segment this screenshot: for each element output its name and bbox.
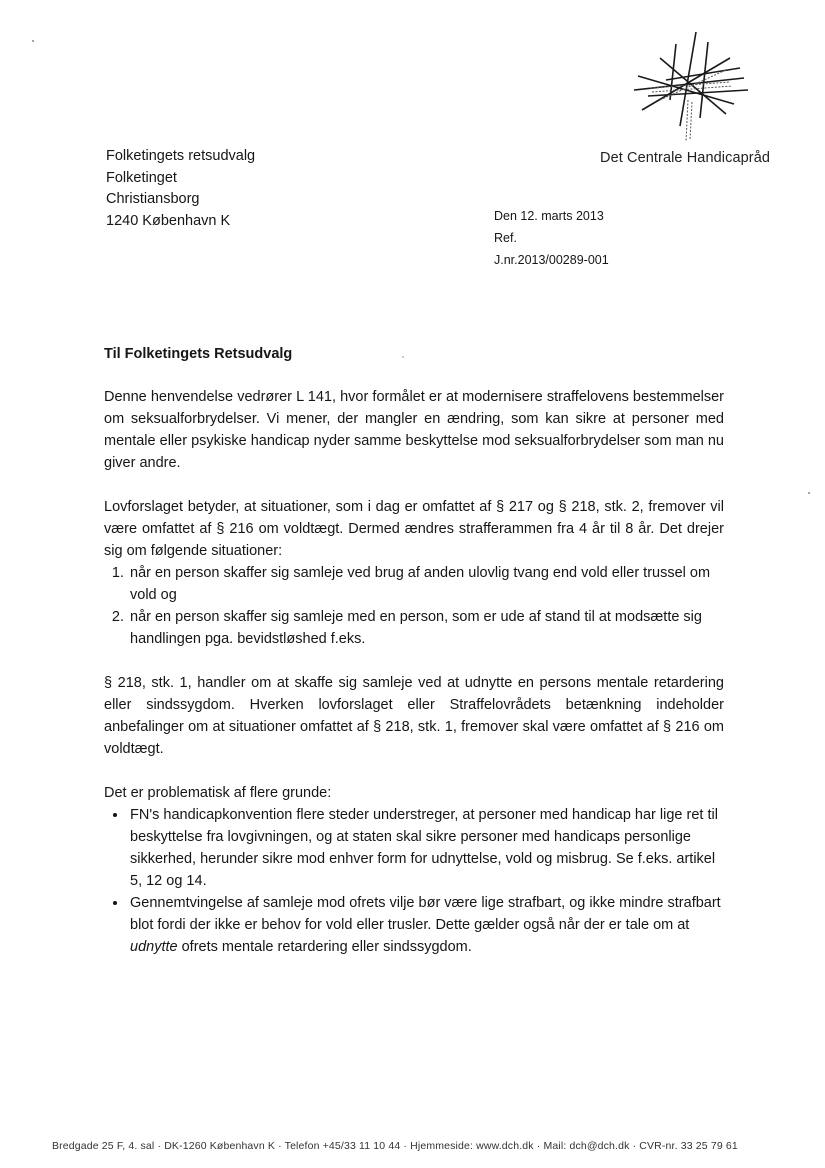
- letter-body: [104, 343, 724, 980]
- footer-separator: ·: [157, 1140, 162, 1152]
- footer-phone: Telefon +45/33 11 10 44: [284, 1140, 401, 1152]
- reason-text: ofrets mentale retardering eller sindssygdom.: [177, 939, 472, 955]
- paragraph-section-218: § 218, stk. 1, handler om at skaffe sig samleje ved at udnytte en persons mentale retardering eller sindssygdom. Hverken lovforslaget eller Straffelovrådets betænkning indeholder anbefalinger om at situationer omfattet af § 218, stk. 1, fremover skal være omfattet af § 216 om voldtægt.: [104, 675, 724, 757]
- journal-number: J.nr.2013/00289-001: [494, 253, 609, 267]
- letter-heading: Til Folketingets Retsudvalg: [104, 346, 293, 362]
- reasons-list: [104, 804, 724, 958]
- footer-postal: DK-1260 København K: [164, 1140, 276, 1152]
- footer-separator: ·: [278, 1140, 282, 1152]
- footer-separator: ·: [632, 1140, 637, 1152]
- reason-text: Gennemtvingelse af samleje mod ofrets vilje bør være lige strafbart, og ikke mindre strafbart blot fordi der ikke er behov for vold eller trusler. Dette gælder også når der er tale om at: [130, 895, 721, 933]
- dch-logo-icon: [630, 30, 750, 145]
- situations-list: [104, 562, 724, 650]
- letter-date: Den 12. marts 2013: [494, 209, 604, 223]
- footer-cvr: CVR-nr. 33 25 79 61: [639, 1140, 738, 1152]
- scan-speck: [808, 492, 810, 494]
- letter-meta: [494, 205, 609, 271]
- recipient-address: [106, 146, 255, 232]
- list-item: [128, 892, 724, 958]
- list-item: 2. når en person skaffer sig samleje med en person, som er ude af stand til at modsætte sig handlingen pga. bevidstløshed f.eks.: [128, 606, 724, 650]
- footer-separator: ·: [536, 1140, 541, 1152]
- paragraph-intro: Denne henvendelse vedrører L 141, hvor formålet er at modernisere straffelovens bestemmelser om seksualforbrydelser. Vi mener, der mangler en ændring, som kan sikre at personer med mentale eller psykiske handicap nyder samme beskyttelse mod seksualforbrydelser som man nu giver andre.: [104, 389, 724, 471]
- footer-address: Bredgade 25 F, 4. sal: [52, 1140, 155, 1152]
- paragraph-situations: Lovforslaget betyder, at situationer, som i dag er omfattet af § 217 og § 218, stk. 2, fremover vil være omfattet af § 216 om voldtægt. Dermed ændres strafferammen fra 4 år til 8 år. Det drejer sig om følgende situationer:: [104, 499, 724, 559]
- footer-contact: [52, 1140, 738, 1152]
- footer-email: Mail: dch@dch.dk: [543, 1140, 630, 1152]
- organization-name: Det Centrale Handicapråd: [600, 150, 771, 166]
- recipient-line: 1240 København K: [106, 212, 231, 229]
- scan-speck: [402, 356, 404, 358]
- recipient-line: Folketingets retsudvalg: [106, 148, 256, 164]
- list-item: 1. når en person skaffer sig samleje ved brug af anden ulovlig tvang end vold eller trussel om vold og: [128, 562, 724, 606]
- reference-label: Ref.: [494, 231, 517, 245]
- footer-website: Hjemmeside: www.dch.dk: [410, 1140, 534, 1152]
- scan-speck: [32, 40, 34, 42]
- emphasis-text: udnytte: [130, 939, 178, 955]
- recipient-line: Christiansborg: [106, 191, 200, 207]
- footer-separator: ·: [403, 1140, 408, 1152]
- list-item: • FN's handicapkonvention flere steder understreger, at personer med handicap har lige ret til beskyttelse fra lovgivningen, og at staten skal sikre personer med handicaps personlige sikkerhed, herunder sikre mod enhver form for udnyttelse, vold og misbrug. Se f.eks. artikel 5, 12 og 14.: [128, 804, 724, 892]
- paragraph-problem: Det er problematisk af flere grunde:: [104, 785, 332, 801]
- recipient-line: Folketinget: [106, 169, 177, 186]
